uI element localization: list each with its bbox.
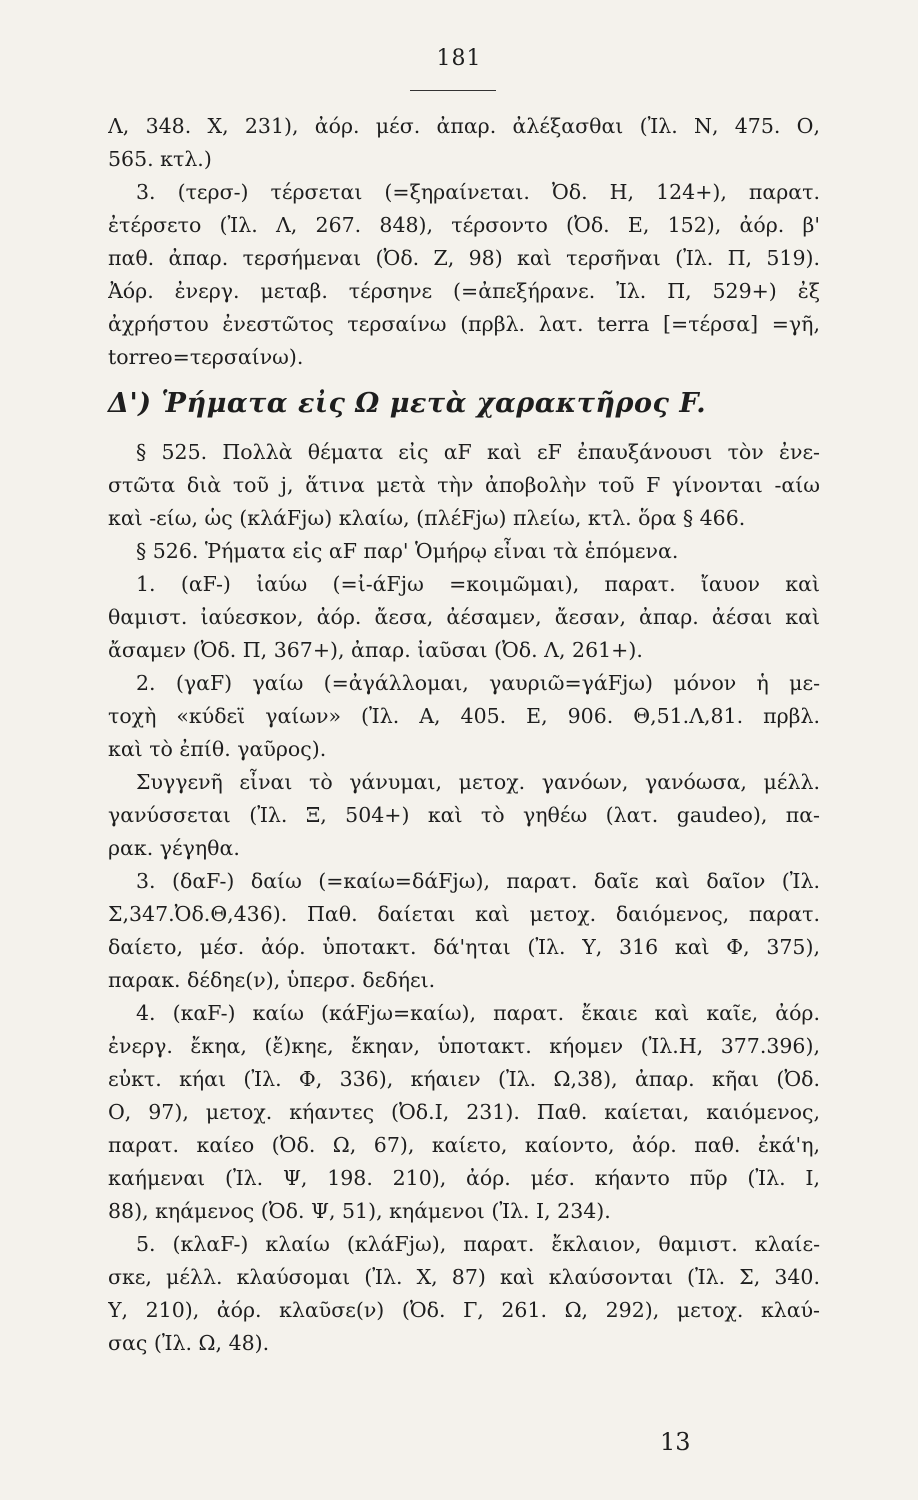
signature-mark: 13 [660, 1428, 691, 1456]
text-line: 1. (αF-) ἰαύω (=ἰ-άFjω =κοιμῶμαι), παρατ. ἴαυον καὶ [136, 572, 820, 596]
text-line: torreo=τερσαίνω). [108, 345, 304, 369]
text-line: καὶ -είω, ὡς (κλάFjω) κλαίω, (πλέFjω) πλείω, κτλ. ὅρα § 466. [108, 506, 746, 530]
text-line: θαμιστ. ἰαύεσκον, ἀόρ. ἄεσα, ἀέσαμεν, ἄεσαν, ἀπαρ. ἀέσαι καὶ [108, 605, 820, 629]
text-line: δαίετο, μέσ. ἀόρ. ὑποτακτ. δά'ηται (Ἰλ. Υ, 316 καὶ Φ, 375), [108, 935, 820, 959]
text-line: τοχὴ «κύδεϊ γαίων» (Ἰλ. Α, 405. Ε, 906. Θ,51.Λ,81. πρβλ. [108, 704, 820, 728]
text-line: ἀχρήστου ἐνεστῶτος τερσαίνω (πρβλ. λατ. terra [=τέρσα] =γῆ, [108, 312, 820, 336]
text-line: Σ,347.Ὀδ.Θ,436). Παθ. δαίεται καὶ μετοχ. δαιόμενος, παρατ. [108, 902, 820, 926]
text-line: παρατ. καίεο (Ὀδ. Ω, 67), καίετο, καίοντο, ἀόρ. παθ. ἐκά'η, [108, 1133, 820, 1157]
body-text [108, 110, 820, 1360]
text-line: 88), κηάμενος (Ὀδ. Ψ, 51), κηάμενοι (Ἰλ. Ι, 234). [108, 1199, 611, 1223]
text-line: 2. (γαF) γαίω (=ἀγάλλομαι, γαυριῶ=γάFjω) μόνον ἡ με- [136, 671, 820, 695]
text-line: παρακ. δέδηε(ν), ὑπερσ. δεδήει. [108, 968, 436, 992]
text-line: 5. (κλαF-) κλαίω (κλάFjω), παρατ. ἔκλαιον, θαμιστ. κλαίε- [136, 1232, 820, 1256]
text-line: 3. (τερσ-) τέρσεται (=ξηραίνεται. Ὀδ. Η, 124+), παρατ. [136, 180, 820, 204]
text-line: σας (Ἰλ. Ω, 48). [108, 1331, 270, 1355]
text-line: Λ, 348. Χ, 231), ἀόρ. μέσ. ἀπαρ. ἀλέξασθαι (Ἰλ. Ν, 475. Ο, [108, 114, 820, 138]
text-line: ἐτέρσετο (Ἰλ. Λ, 267. 848), τέρσοντο (Ὀδ. Ε, 152), ἀόρ. β' [108, 213, 820, 237]
text-line: Υ, 210), ἀόρ. κλαῦσε(ν) (Ὀδ. Γ, 261. Ω, 292), μετοχ. κλαύ- [108, 1298, 820, 1322]
text-line: 565. κτλ.) [108, 147, 212, 171]
text-line: καήμεναι (Ἰλ. Ψ, 198. 210), ἀόρ. μέσ. κήαντο πῦρ (Ἰλ. Ι, [108, 1166, 820, 1190]
text-line: ἄσαμεν (Ὀδ. Π, 367+), ἀπαρ. ἰαῦσαι (Ὀδ. Λ, 261+). [108, 638, 643, 662]
page-number: 181 [436, 46, 482, 71]
text-line: 3. (δαF-) δαίω (=καίω=δάFjω), παρατ. δαῖε καὶ δαῖον (Ἰλ. [136, 869, 820, 893]
text-line: ἐνεργ. ἔκηα, (ἔ)κηε, ἔκηαν, ὑποτακτ. κήομεν (Ἰλ.Η, 377.396), [108, 1034, 820, 1058]
text-line: εὐκτ. κήαι (Ἰλ. Φ, 336), κήαιεν (Ἰλ. Ω,38), ἀπαρ. κῆαι (Ὀδ. [108, 1067, 820, 1091]
text-line: καὶ τὸ ἐπίθ. γαῦρος). [108, 737, 327, 761]
text-line: γανύσσεται (Ἰλ. Ξ, 504+) καὶ τὸ γηθέω (λατ. gaudeo), πα- [108, 803, 820, 827]
text-line: § 525. Πολλὰ θέματα εἰς αF καὶ εF ἐπαυξάνουσι τὸν ἐνε- [136, 440, 820, 464]
text-line: § 526. Ῥήματα εἰς αF παρ' Ὁμήρῳ εἶναι τὰ ἑπόμενα. [136, 539, 679, 563]
text-line: 4. (καF-) καίω (κάFjω=καίω), παρατ. ἔκαιε καὶ καῖε, ἀόρ. [136, 1001, 820, 1025]
text-line: στῶτα διὰ τοῦ j, ἅτινα μετὰ τὴν ἀποβολὴν τοῦ F γίνονται -αίω [108, 473, 820, 497]
text-line: ρακ. γέγηθα. [108, 836, 240, 860]
text-line: Ο, 97), μετοχ. κήαντες (Ὀδ.Ι, 231). Παθ. καίεται, καιόμενος, [108, 1100, 820, 1124]
text-line: Συγγενῆ εἶναι τὸ γάνυμαι, μετοχ. γανόων, γανόωσα, μέλλ. [136, 770, 820, 794]
text-line: παθ. ἀπαρ. τερσήμεναι (Ὀδ. Ζ, 98) καὶ τερσῆναι (Ἰλ. Π, 519). [108, 246, 820, 270]
page-number-rule [410, 90, 496, 91]
text-line: Ἀόρ. ἐνεργ. μεταβ. τέρσηνε (=ἀπεξήρανε. Ἰλ. Π, 529+) ἐξ [108, 279, 820, 303]
text-line: σκε, μέλλ. κλαύσομαι (Ἰλ. Χ, 87) καὶ κλαύσονται (Ἰλ. Σ, 340. [108, 1265, 820, 1289]
section-heading: Δ') Ῥήματα εἰς Ω μετὰ χαρακτῆρος F. [108, 388, 707, 419]
